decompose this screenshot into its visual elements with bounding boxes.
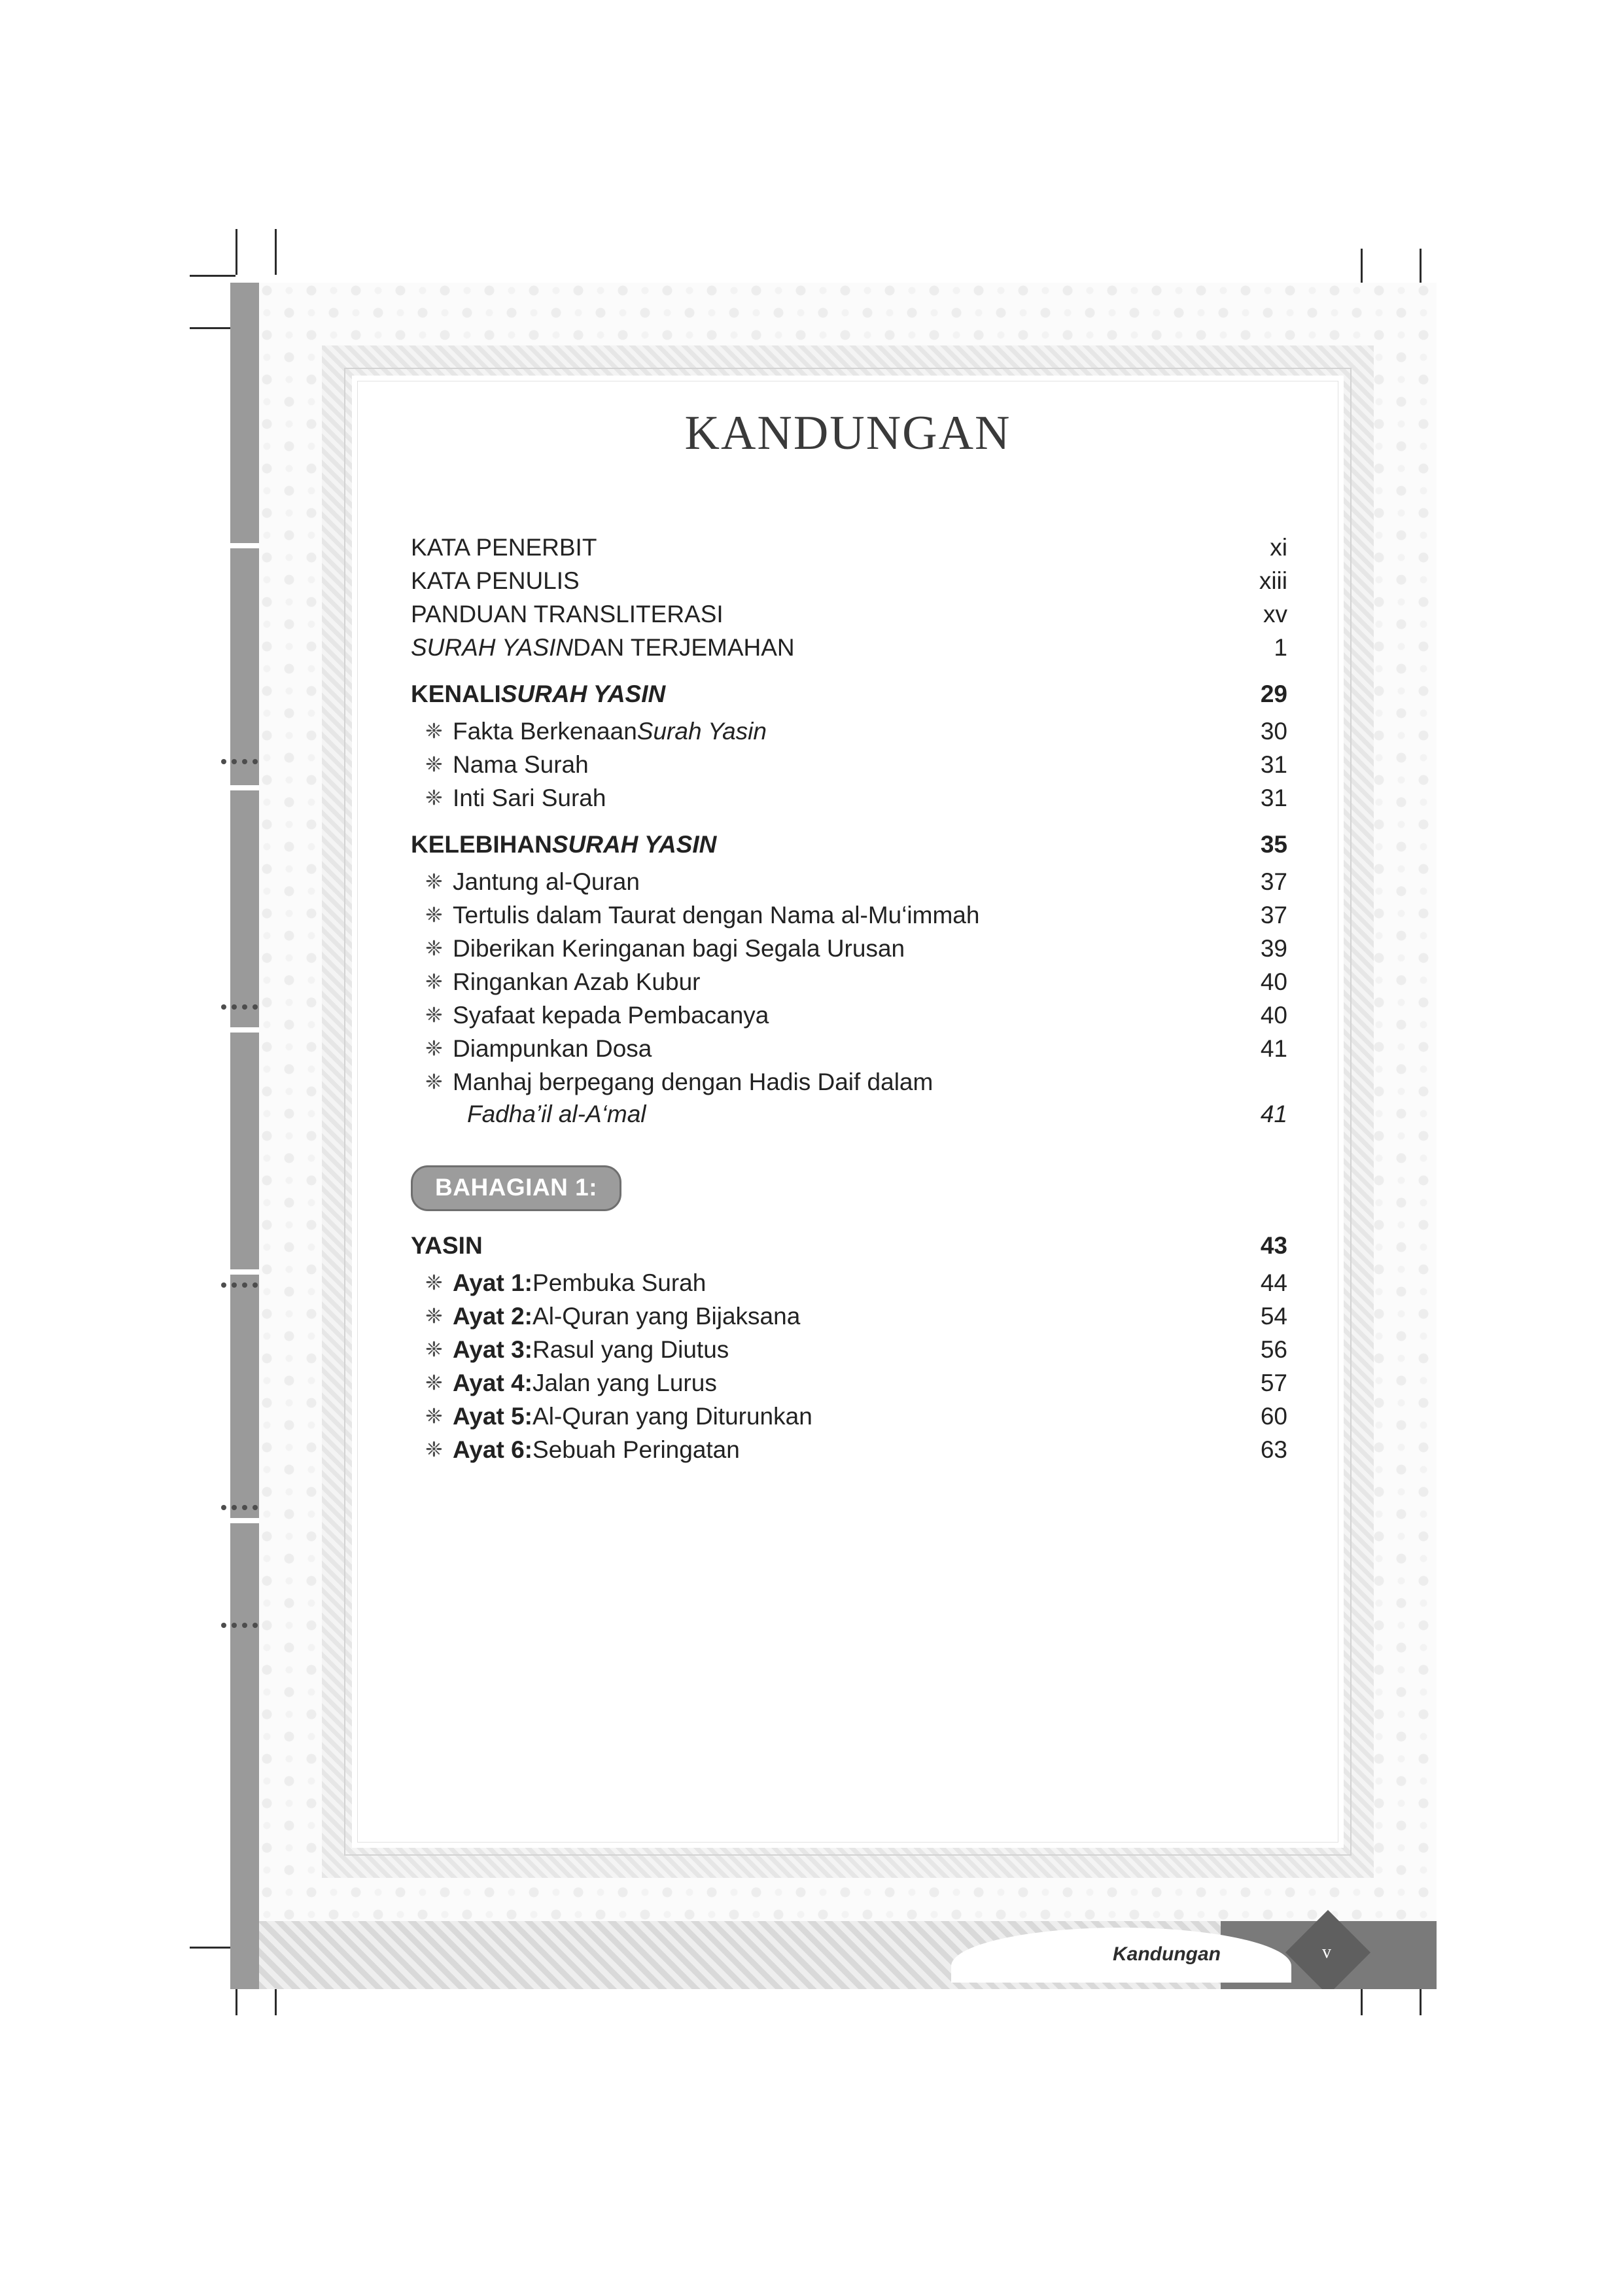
- floret-bullet-icon: ❈: [425, 1304, 443, 1328]
- toc-entry-ayat-3[interactable]: [411, 1337, 1287, 1362]
- toc-heading-kenali-surah-yasin[interactable]: [411, 682, 1287, 706]
- toc-entry-label: Diberikan Keringanan bagi Segala Urusan: [453, 935, 905, 962]
- toc-entry-page: 1: [1274, 634, 1287, 661]
- toc-entry-manhaj-berpegang[interactable]: [411, 1070, 1287, 1094]
- spine-tick-5: [226, 1518, 264, 1523]
- toc-entry-label: Fakta Berkenaan: [453, 718, 637, 745]
- floret-bullet-icon: ❈: [425, 936, 443, 960]
- spine-tick-1: [226, 543, 264, 548]
- floret-bullet-icon: ❈: [425, 870, 443, 893]
- spine-bar: [230, 283, 259, 1989]
- toc-entry-label-bold: Ayat 2:: [453, 1303, 533, 1330]
- toc-entry-page: 41: [1260, 1101, 1287, 1127]
- toc-entry-inti-sari-surah[interactable]: [411, 786, 1287, 810]
- crop-mark-bottom-left-h: [190, 1947, 236, 1949]
- toc-heading-italic: SURAH YASIN: [551, 831, 717, 858]
- toc-heading-page: 43: [1260, 1232, 1287, 1259]
- toc-heading-page: 29: [1260, 680, 1287, 707]
- footer-label: Kandungan: [1113, 1943, 1221, 1965]
- toc-entry-page: xi: [1270, 534, 1287, 561]
- crop-mark-top-left-v: [236, 229, 237, 275]
- toc-entry-label: KATA PENERBIT: [411, 534, 597, 561]
- section-badge-wrapper: [411, 1135, 1287, 1233]
- toc-entry-label: PANDUAN TRANSLITERASI: [411, 601, 724, 627]
- toc-entry-diampunkan-dosa[interactable]: [411, 1036, 1287, 1061]
- toc-entry-page: 60: [1260, 1403, 1287, 1430]
- toc-entry-label: Nama Surah: [453, 751, 589, 778]
- toc-entry-label: Ringankan Azab Kubur: [453, 968, 701, 995]
- toc-entry-page: 37: [1260, 902, 1287, 928]
- floret-bullet-icon: ❈: [425, 1003, 443, 1027]
- toc-entry-label-italic: Surah Yasin: [637, 718, 767, 745]
- toc-heading-page: 35: [1260, 831, 1287, 858]
- toc-entry-page: xv: [1263, 601, 1287, 627]
- toc-entry-manhaj-continuation[interactable]: [411, 1102, 1287, 1126]
- toc-entry-page: xiii: [1259, 567, 1287, 594]
- floret-bullet-icon: ❈: [425, 1070, 443, 1093]
- floret-bullet-icon: ❈: [425, 1036, 443, 1060]
- toc-entry-ayat-5[interactable]: [411, 1404, 1287, 1428]
- toc-entry-page: 57: [1260, 1369, 1287, 1396]
- spine-tick-2: [226, 785, 264, 790]
- crop-mark-top-left-h: [190, 275, 236, 277]
- toc-entry-label-italic: SURAH YASIN: [411, 634, 574, 661]
- toc-entry-label-bold: Ayat 6:: [453, 1436, 533, 1463]
- toc-entry-label: Pembuka Surah: [532, 1269, 707, 1296]
- toc-entry-label: Jantung al-Quran: [453, 868, 640, 895]
- toc-entry-tertulis-dalam-taurat[interactable]: [411, 903, 1287, 927]
- toc-entry-syafaat-kepada-pembacanya[interactable]: [411, 1003, 1287, 1027]
- floret-bullet-icon: ❈: [425, 1404, 443, 1428]
- toc-entry-page: 40: [1260, 1002, 1287, 1029]
- toc-entry-page: 63: [1260, 1436, 1287, 1463]
- toc-entry-label: Tertulis dalam Taurat dengan Nama al-Mu‘immah: [453, 902, 980, 928]
- toc-entry-label-bold: Ayat 1:: [453, 1269, 533, 1296]
- toc-heading-text: YASIN: [411, 1232, 483, 1259]
- floret-bullet-icon: ❈: [425, 1438, 443, 1461]
- toc-entry-label: Fadha’il al-A‘mal: [467, 1101, 646, 1127]
- crop-mark-top-left-outer-v: [275, 229, 277, 275]
- footer-page-number: v: [1322, 1942, 1331, 1962]
- table-of-contents: [411, 535, 1287, 1471]
- floret-bullet-icon: ❈: [425, 752, 443, 776]
- toc-entry-jantung-al-quran[interactable]: [411, 870, 1287, 894]
- toc-heading-text: KENALI: [411, 680, 501, 707]
- floret-bullet-icon: ❈: [425, 1337, 443, 1361]
- toc-entry-kata-penulis[interactable]: [411, 569, 1287, 593]
- toc-entry-label: Rasul yang Diutus: [532, 1336, 729, 1363]
- toc-entry-label-bold: Ayat 4:: [453, 1369, 533, 1396]
- toc-entry-label: Manhaj berpegang dengan Hadis Daif dalam: [453, 1069, 934, 1095]
- toc-entry-surah-yasin-dan-terjemahan[interactable]: [411, 635, 1287, 660]
- toc-entry-diberikan-keringanan[interactable]: [411, 936, 1287, 961]
- toc-entry-label: Syafaat kepada Pembacanya: [453, 1002, 769, 1029]
- toc-heading-text: KELEBIHAN: [411, 831, 552, 858]
- toc-entry-kata-penerbit[interactable]: [411, 535, 1287, 559]
- toc-entry-label-bold: Ayat 5:: [453, 1403, 533, 1430]
- floret-bullet-icon: ❈: [425, 719, 443, 743]
- toc-entry-page: 56: [1260, 1336, 1287, 1363]
- toc-entry-label: Al-Quran yang Diturunkan: [532, 1403, 812, 1430]
- toc-entry-ayat-4[interactable]: [411, 1371, 1287, 1395]
- toc-heading-yasin[interactable]: [411, 1233, 1287, 1258]
- toc-heading-italic: SURAH YASIN: [500, 680, 666, 707]
- toc-entry-label: KATA PENULIS: [411, 567, 580, 594]
- floret-bullet-icon: ❈: [425, 903, 443, 927]
- crop-mark-top-left-outer-h: [190, 327, 236, 329]
- toc-entry-page: 31: [1260, 785, 1287, 811]
- toc-entry-page: 30: [1260, 718, 1287, 745]
- toc-entry-page: 44: [1260, 1269, 1287, 1296]
- toc-heading-kelebihan-surah-yasin[interactable]: [411, 832, 1287, 857]
- toc-entry-panduan-transliterasi[interactable]: [411, 602, 1287, 626]
- toc-entry-page: 31: [1260, 751, 1287, 778]
- floret-bullet-icon: ❈: [425, 970, 443, 993]
- toc-entry-nama-surah[interactable]: [411, 752, 1287, 777]
- toc-entry-page: 39: [1260, 935, 1287, 962]
- toc-entry-ayat-2[interactable]: [411, 1304, 1287, 1328]
- toc-entry-label: Diampunkan Dosa: [453, 1035, 652, 1062]
- toc-entry-page: 41: [1260, 1035, 1287, 1062]
- toc-entry-label-bold: Ayat 3:: [453, 1336, 533, 1363]
- spine-tick-4: [226, 1269, 264, 1275]
- toc-entry-label: Sebuah Peringatan: [532, 1436, 740, 1463]
- toc-entry-ayat-1[interactable]: [411, 1271, 1287, 1295]
- section-badge-bahagian-1[interactable]: BAHAGIAN 1:: [411, 1165, 621, 1211]
- page-title: KANDUNGAN: [684, 406, 1011, 460]
- toc-entry-label: Inti Sari Surah: [453, 785, 606, 811]
- floret-bullet-icon: ❈: [425, 1271, 443, 1294]
- toc-entry-page: 54: [1260, 1303, 1287, 1330]
- page-content: [259, 283, 1437, 1989]
- toc-entry-label: Al-Quran yang Bijaksana: [532, 1303, 801, 1330]
- toc-entry-ringankan-azab-kubur[interactable]: [411, 970, 1287, 994]
- toc-entry-fakta-berkenaan[interactable]: [411, 719, 1287, 743]
- book-page: [259, 283, 1437, 1989]
- spine-tick-3: [226, 1027, 264, 1033]
- toc-entry-ayat-6[interactable]: [411, 1438, 1287, 1462]
- toc-entry-label: DAN TERJEMAHAN: [573, 634, 795, 661]
- floret-bullet-icon: ❈: [425, 1371, 443, 1394]
- floret-bullet-icon: ❈: [425, 786, 443, 809]
- toc-entry-page: 37: [1260, 868, 1287, 895]
- toc-entry-label: Jalan yang Lurus: [532, 1369, 717, 1396]
- toc-entry-page: 40: [1260, 968, 1287, 995]
